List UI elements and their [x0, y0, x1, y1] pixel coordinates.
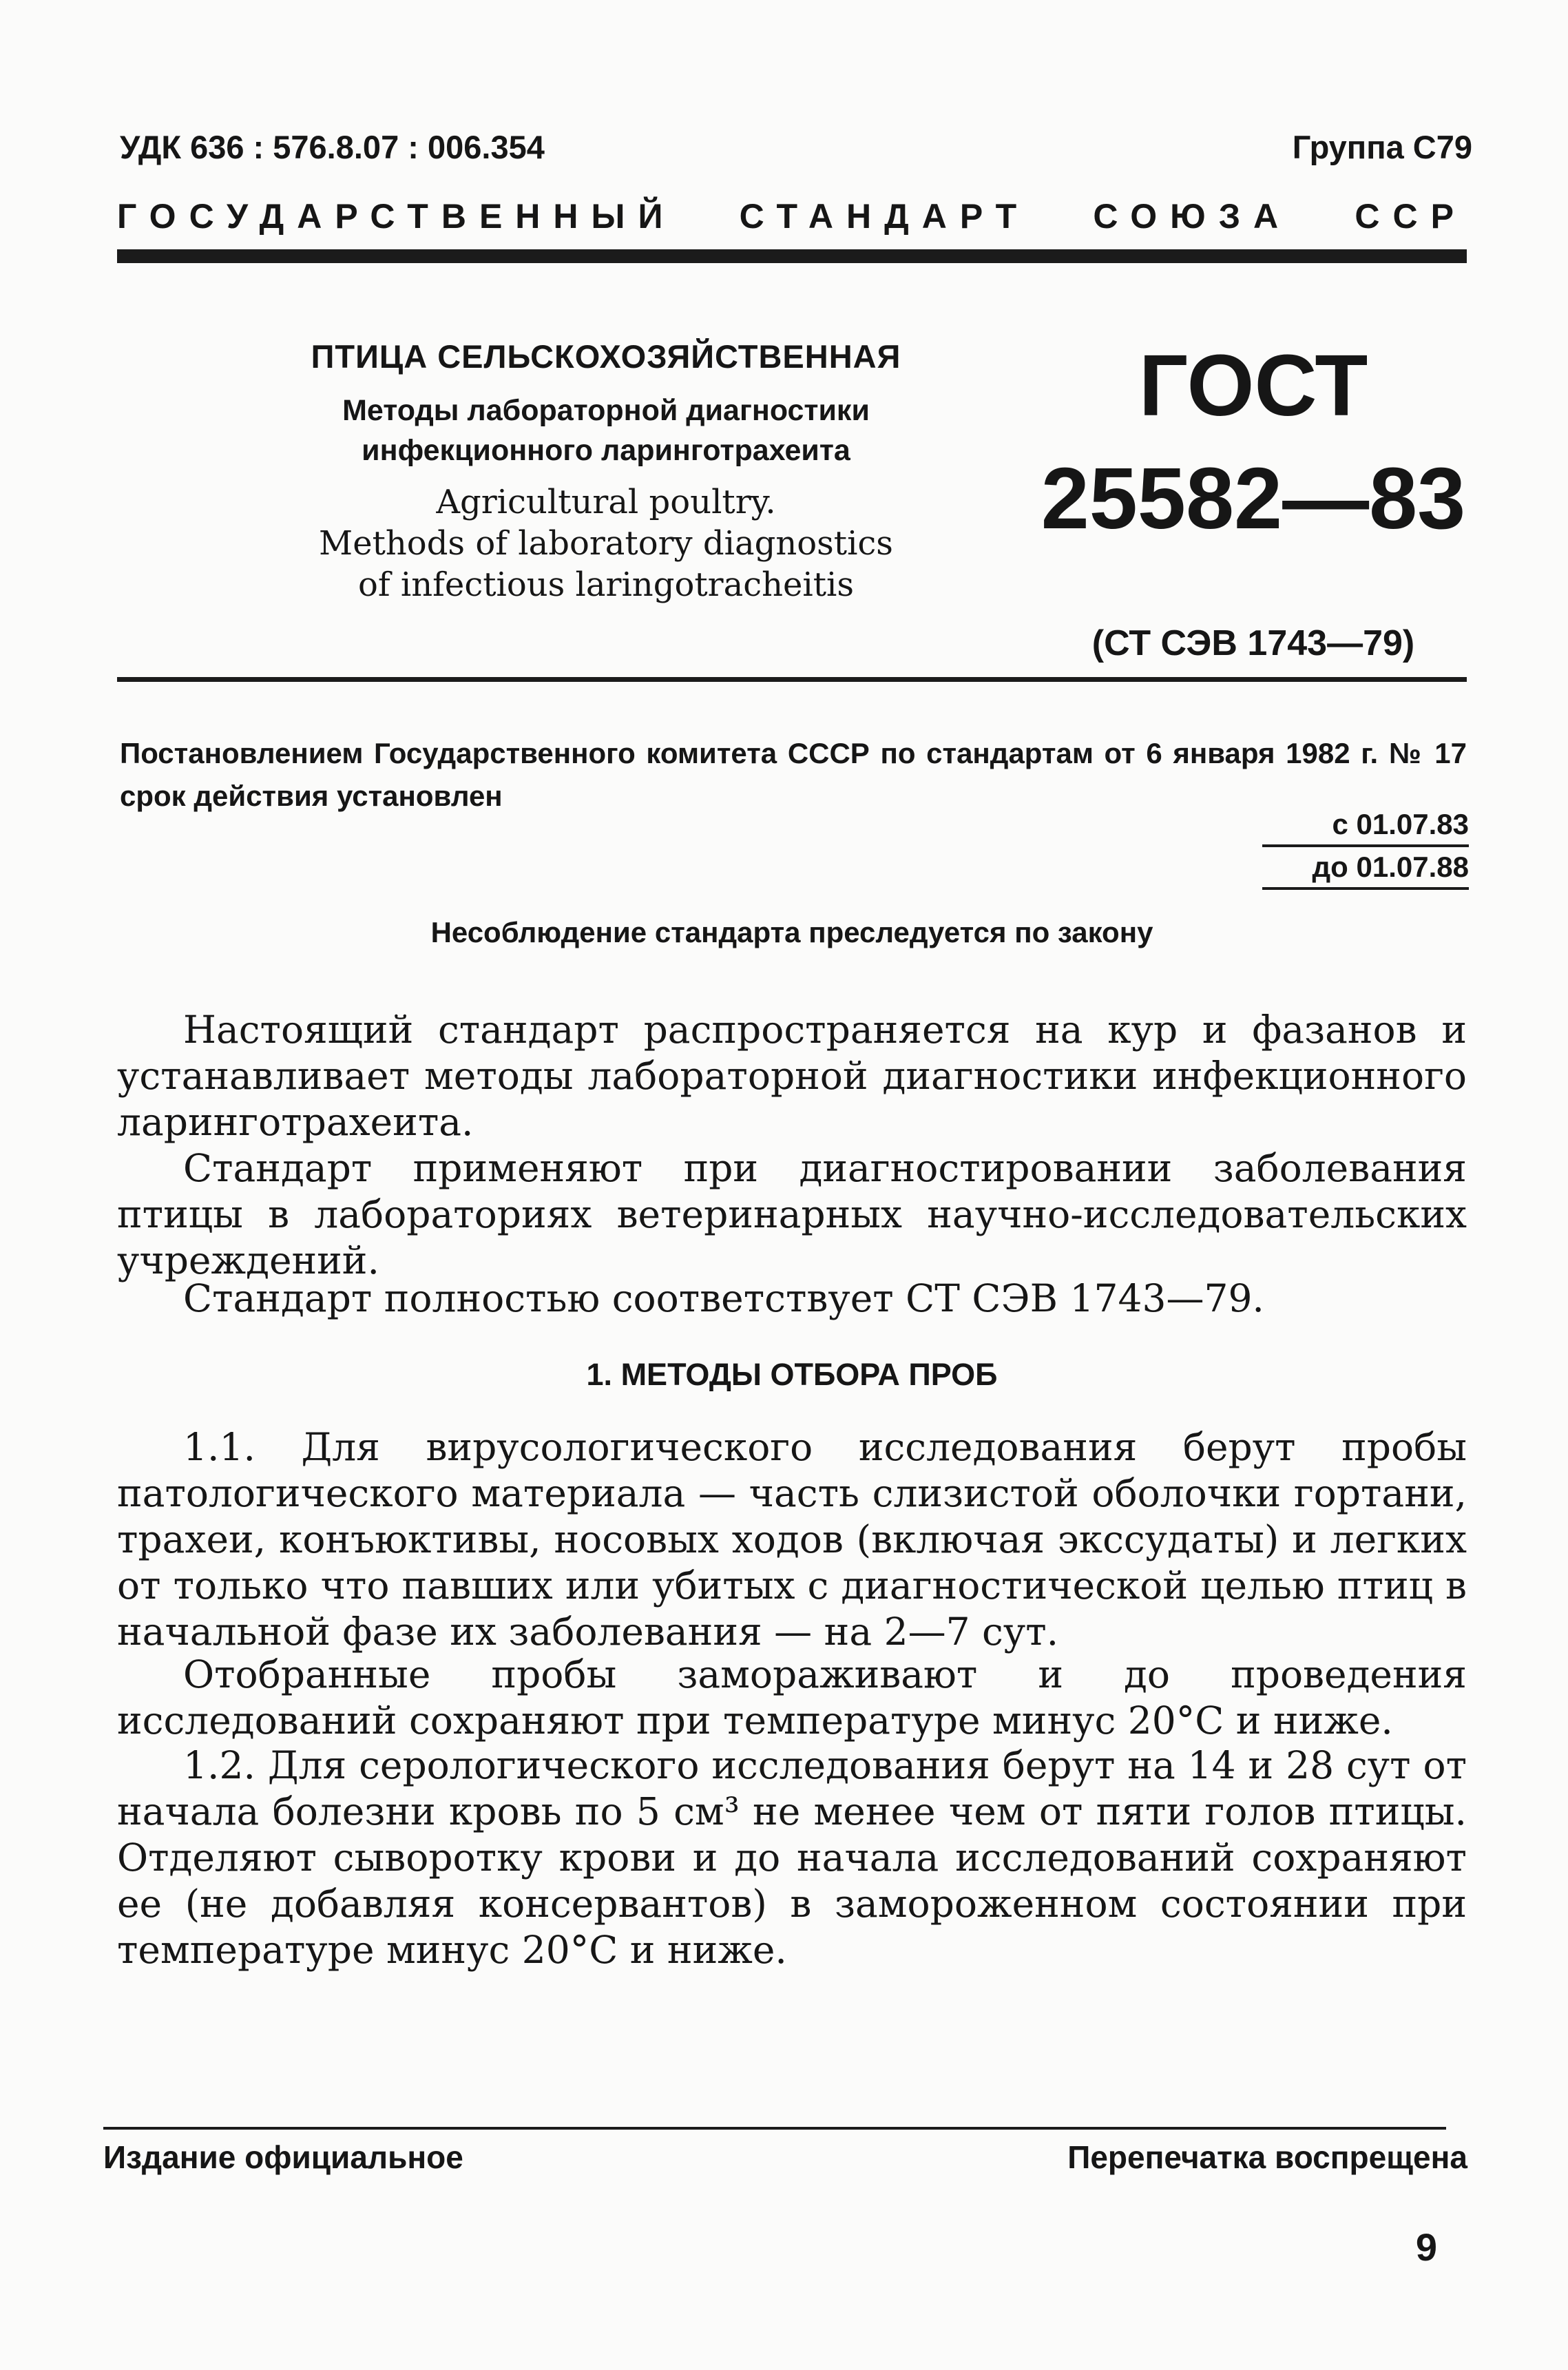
decree-text: Постановлением Государственного комитета СССР по стандартам от 6 января 1982 г. № 17 срок действия установлен [120, 737, 1467, 812]
date-to: до 01.07.88 [1262, 847, 1469, 890]
ru-subtitle-line-2: инфекционного ларинготрахеита [362, 434, 850, 467]
footer-divider [103, 2127, 1446, 2130]
section-paragraph-1-2: 1.2. Для серологического исследования берут на 14 и 28 сут от начала болезни кровь по 5 см³ не менее чем от пяти голов птицы. Отделяют сыворотку крови и до начала исследований сохраняют ее (не добавляя консервантов) в замороженном состоянии при температуре минус 20°С и ниже. [117, 1743, 1467, 1972]
state-word-3: СОЮЗА [1093, 197, 1292, 236]
section-paragraph-1-1: 1.1. Для вирусологического исследования берут пробы патологического материала — часть слизистой оболочки гортани, трахеи, конъюктивы, носовых ходов (включая экссудаты) и легких от только что павших или убитых с диагностической целью птиц в начальной фазе их заболевания — на 2—7 сут. [117, 1425, 1467, 1654]
ru-subtitle [262, 391, 950, 470]
intro-paragraph-1: Настоящий стандарт распространяется на кур и фазанов и устанавливает методы лабораторной диагностики инфекционного ларинготрахеита. [117, 1008, 1467, 1144]
law-notice: Несоблюдение стандарта преследуется по закону [430, 916, 1153, 948]
ru-title: ПТИЦА СЕЛЬСКОХОЗЯЙСТВЕННАЯ [311, 338, 901, 375]
en-title-line-2: Methods of laboratory diagnostics [319, 524, 893, 563]
en-title-line-1: Agricultural poultry. [436, 483, 776, 521]
validity-dates [1262, 804, 1469, 890]
gost-label: ГОСТ [1138, 337, 1368, 434]
date-from: с 01.07.83 [1262, 804, 1469, 847]
ru-subtitle-line-1: Методы лабораторной диагностики [342, 394, 870, 427]
gost-number: 25582—83 [1041, 450, 1466, 547]
state-word-4: ССР [1355, 197, 1467, 236]
header-divider [117, 249, 1467, 263]
title-divider [117, 677, 1467, 682]
section-paragraph-1-1-cont: Отобранные пробы замораживают и до проведения исследований сохраняют при температуре минус 20°С и ниже. [117, 1652, 1467, 1743]
reprint-prohibited: Перепечатка воспрещена [1067, 2139, 1467, 2175]
state-word-2: СТАНДАРТ [739, 197, 1030, 236]
page-number: 9 [1415, 2225, 1437, 2269]
en-title [262, 481, 950, 605]
intro-paragraph-3: Стандарт полностью соответствует СТ СЭВ 1743—79. [183, 1276, 1264, 1320]
udk-code: УДК 636 : 576.8.07 : 006.354 [120, 129, 545, 165]
state-word-1: ГОСУДАРСТВЕННЫЙ [117, 197, 676, 236]
gost-block [1040, 334, 1467, 664]
official-edition: Издание официальное [103, 2139, 463, 2175]
en-title-line-3: of infectious laringotracheitis [357, 565, 855, 604]
intro-paragraph-2: Стандарт применяют при диагностировании заболевания птицы в лабораториях ветеринарных научно-исследовательских учреждений. [117, 1146, 1467, 1282]
section-heading: 1. МЕТОДЫ ОТБОРА ПРОБ [586, 1357, 998, 1392]
st-sev-reference: (СТ СЭВ 1743—79) [1091, 623, 1415, 663]
group-code: Группа С79 [1292, 129, 1472, 165]
state-standard-heading [117, 196, 1467, 236]
title-block [262, 337, 950, 605]
